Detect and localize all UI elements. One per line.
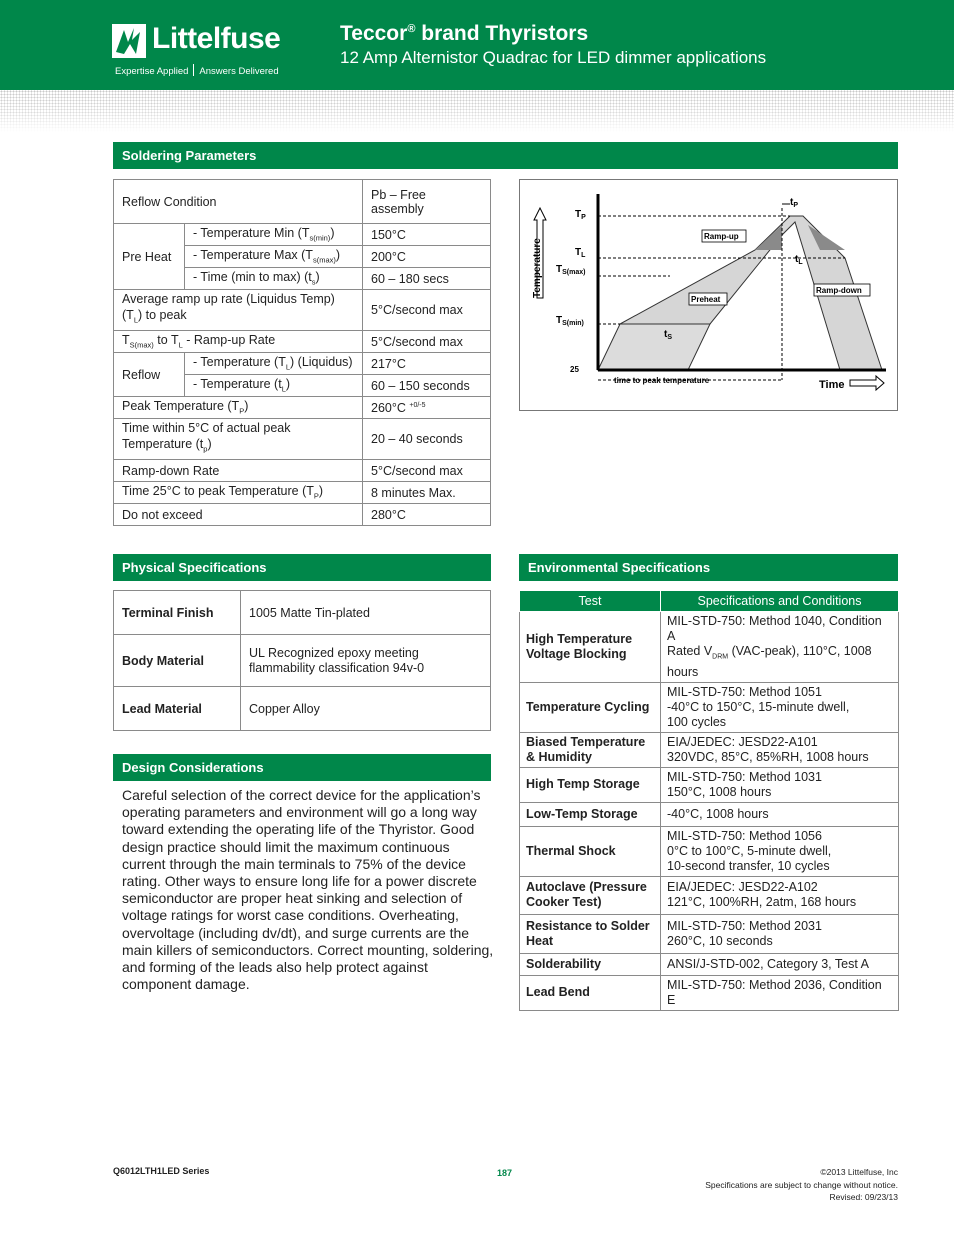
tl-label: [575, 247, 586, 259]
ts-label: Thermal Shock: [520, 826, 661, 876]
temp-max-text: - Temperature Max (T: [193, 248, 313, 263]
terminal-finish-value: 1005 Matte Tin-plated: [241, 591, 491, 635]
table-row: [114, 224, 491, 246]
not-exceed-label: Do not exceed: [114, 504, 363, 526]
htb-b: (VAC-peak), 110°C, 1008 hours: [667, 644, 872, 679]
tl-text: T: [575, 247, 582, 258]
hts-line2: 150°C, 1008 hours: [667, 784, 772, 799]
temp-min-sub: s(min): [309, 233, 331, 243]
reflow-time-sub: L: [281, 384, 286, 394]
temp-max-value: 200°C: [363, 246, 491, 268]
design-paragraph: Careful selection of the correct device for the application’s operating parameters and environment will go a long way toward extending the operating life of the Thyristor. Good design practice should limit the maximum continuous current through the main terminals to 75% of the device rating. Other ways to ensure long life for a power discrete semiconductor are proper heat sinking and selection of voltage ratings for worst case conditions. Overheating, overvoltage (including dv/dt), and surge currents are the main killers of semiconductors. Correct mounting, soldering, and forming of the leads also help protect against component damage.: [122, 787, 494, 993]
sol-label: Solderability: [520, 953, 661, 975]
temp-min-value: 150°C: [363, 224, 491, 246]
reflow-profile-diagram: [519, 179, 898, 411]
table-row: [520, 682, 899, 732]
tsmax-text: T: [556, 264, 563, 275]
table-row: [114, 460, 491, 482]
bth-line2: 320VDC, 85°C, 85%RH, 1008 hours: [667, 749, 869, 764]
footer-notice: Specifications are subject to change without notice.: [705, 1179, 898, 1190]
bth-line1: EIA/JEDEC: JESD22-A101: [667, 734, 818, 749]
ts-line2: 0°C to 100°C, 5-minute dwell,: [667, 843, 832, 858]
table-row: [114, 331, 491, 353]
preheat-label: Pre Heat: [114, 224, 185, 290]
peak-temp-label: Peak Temperature $(T_P)$: [114, 397, 363, 419]
reflow-profile-svg: [520, 180, 896, 409]
htb-label: High Temperature Voltage Blocking: [520, 612, 661, 683]
tc-line3: 100 cycles: [667, 714, 727, 729]
environmental-heading: Environmental Specifications: [519, 554, 898, 581]
preheat-label: Preheat: [691, 295, 721, 304]
table-row: [520, 767, 899, 802]
registered-mark: ®: [407, 23, 416, 35]
littelfuse-logo-icon: [112, 24, 146, 58]
reflow-temp-label: [185, 353, 363, 375]
reflow-condition-value: Pb – Free assembly: [363, 180, 491, 224]
body-material-value: UL Recognized epoxy meeting flammability classification 94v-0: [241, 635, 491, 687]
temp-max-label: - Temperature Max $(T_{s(max)})$: [185, 246, 363, 268]
htb-sub: DRM: [712, 653, 729, 661]
body-material-label: Body Material: [114, 635, 241, 687]
bth-value: [661, 732, 899, 767]
soldering-table: [113, 179, 491, 526]
soldering-heading: Soldering Parameters: [113, 142, 898, 169]
avg-ramp-sub: L: [133, 315, 138, 325]
tagline-left: Expertise Applied: [115, 66, 189, 77]
tp-small-sub: P: [793, 202, 799, 209]
document-title: [340, 22, 588, 46]
reflow-time-a: - Temperature (t: [193, 377, 282, 392]
tsmin-label: [556, 315, 584, 327]
tc-label: Temperature Cycling: [520, 682, 661, 732]
x-axis-arrow-icon: [850, 376, 884, 390]
ts-to-tl-c: - Ramp-up Rate: [182, 333, 276, 348]
hts-value: [661, 767, 899, 802]
within-sub: p: [203, 444, 208, 454]
table-row: [114, 591, 491, 635]
hts-line1: MIL-STD-750: Method 1031: [667, 769, 822, 784]
reflow-temp-value: 217°C: [363, 353, 491, 375]
peak-val-sup: +0/-5: [409, 401, 426, 409]
tagline: [115, 64, 279, 77]
avg-ramp-label: [114, 290, 363, 331]
hts-label: High Temp Storage: [520, 767, 661, 802]
footer-page-number: 187: [497, 1168, 513, 1178]
time-minmax-text: - Time (min to max) (t: [193, 270, 312, 285]
reflow-time-label: - Temperature $(t_L)$: [185, 375, 363, 397]
tl-small-text: t: [795, 254, 799, 265]
within-peak-label: Time within 5°C of actual peak Temperature $(t_p)$: [114, 419, 363, 460]
avg-ramp-value: 5°C/second max: [363, 290, 491, 331]
lb-label: Lead Bend: [520, 975, 661, 1010]
ts-value: [661, 826, 899, 876]
ts-line3: 10-second transfer, 10 cycles: [667, 858, 830, 873]
ac-label: Autoclave (Pressure Cooker Test): [520, 876, 661, 914]
ts-small-sub: S: [667, 334, 673, 341]
tc-line1: MIL-STD-750: Method 1051: [667, 684, 822, 699]
table-row: [520, 876, 899, 914]
tp-text: T: [575, 209, 582, 220]
ramp-down-label: Ramp-down Rate: [114, 460, 363, 482]
reflow-temp-b: ) (Liquidus): [290, 355, 353, 370]
lead-material-label: Lead Material: [114, 687, 241, 731]
footer-revised: Revised: 09/23/13: [829, 1192, 898, 1202]
y-axis-label: Temperature: [532, 238, 543, 298]
ts-to-tl-value: 5°C/second max: [363, 331, 491, 353]
table-row: [114, 482, 491, 504]
table-row: [520, 732, 899, 767]
table-row: [114, 290, 491, 331]
table-row: [520, 914, 899, 953]
bth-label: Biased Temperature & Humidity: [520, 732, 661, 767]
ts-small-text: t: [664, 329, 668, 340]
avg-ramp-end: ) to peak: [137, 308, 187, 323]
table-row: [114, 687, 491, 731]
time25-label: Time 25°C to peak Temperature $(T_P)$: [114, 482, 363, 504]
within-peak-value: 20 – 40 seconds: [363, 419, 491, 460]
reflow-temp-sub: L: [285, 362, 291, 372]
reflow-temp-a: - Temperature (T: [193, 355, 286, 370]
tl-sub: L: [581, 252, 586, 259]
time-minmax-sub: s: [311, 277, 316, 287]
rsh-label: Resistance to Solder Heat: [520, 914, 661, 953]
time25-a: Time 25°C to peak Temperature (T: [122, 484, 314, 499]
table-row: [520, 975, 899, 1010]
tsmax-label: [556, 264, 585, 276]
footer-copyright: ©2013 Littelfuse, Inc: [820, 1167, 898, 1177]
dot-pattern-fade: [0, 90, 954, 132]
tagline-right: Answers Delivered: [199, 66, 279, 77]
table-row: [114, 180, 491, 224]
tp-sub: P: [581, 214, 586, 221]
rsh-value: [661, 914, 899, 953]
col-spec-header: Specifications and Conditions: [661, 591, 899, 612]
tsmin-text: T: [556, 315, 563, 326]
lb-value: MIL-STD-750: Method 2036, Condition E: [661, 975, 899, 1010]
tp-label: [575, 209, 586, 221]
brand-name: Littelfuse: [152, 22, 281, 55]
t25-label: 25: [570, 365, 579, 374]
footer-series: Q6012LTH1LED Series: [113, 1166, 210, 1176]
peak-temp-value: [363, 397, 491, 419]
peak-val: 260°C: [371, 400, 406, 415]
ts-to-tl-b: to T: [153, 333, 179, 348]
ts-to-tl-sub1: S(max): [129, 340, 154, 350]
table-row: [520, 826, 899, 876]
table-row: [114, 635, 491, 687]
time25-value: 8 minutes Max.: [363, 482, 491, 504]
document-subtitle: 12 Amp Alternistor Quadrac for LED dimmer applications: [340, 48, 767, 67]
htb-a: Rated V: [667, 644, 713, 658]
physical-heading: Physical Specifications: [113, 554, 491, 581]
title-brand: Teccor: [340, 22, 408, 45]
ts-to-tl-label: [114, 331, 363, 353]
table-row: [520, 802, 899, 826]
reflow-condition-label: Reflow Condition: [114, 180, 363, 224]
x-axis-label: Time: [819, 379, 845, 391]
table-header-row: [520, 591, 899, 612]
within-a: Time within 5°C of actual peak Temperature (t: [122, 421, 291, 452]
table-row: [520, 612, 899, 683]
temp-min-text: - Temperature Min (T: [193, 226, 310, 241]
environmental-table: [519, 590, 899, 1011]
table-row: [114, 419, 491, 460]
tl-small-sub: L: [798, 259, 803, 266]
physical-table: [113, 590, 491, 731]
sol-value: ANSI/J-STD-002, Category 3, Test A: [661, 953, 899, 975]
tsmax-sub: S(max): [562, 269, 586, 276]
time-minmax-value: 60 – 180 secs: [363, 268, 491, 290]
tl-time-label: [795, 254, 803, 266]
lts-label: Low-Temp Storage: [520, 802, 661, 826]
reflow-label: Reflow: [114, 353, 185, 397]
temp-min-label: - Temperature Min $(T_{s(min)})$: [185, 224, 363, 246]
terminal-finish-label: Terminal Finish: [114, 591, 241, 635]
peak-a: Peak Temperature (T: [122, 399, 240, 414]
ts-to-tl-a: T: [122, 333, 130, 348]
tp-time-label: [790, 197, 798, 209]
time-minmax-label: - Time (min to max) $(t_s)$: [185, 268, 363, 290]
not-exceed-value: 280°C: [363, 504, 491, 526]
title-rest: brand Thyristors: [415, 22, 589, 45]
reflow-time-value: 60 – 150 seconds: [363, 375, 491, 397]
design-heading: Design Considerations: [113, 754, 491, 781]
htb-value: [661, 612, 899, 683]
preheat-band: [598, 324, 710, 370]
ramp-down-value: 5°C/second max: [363, 460, 491, 482]
rsh-line2: 260°C, 10 seconds: [667, 933, 773, 948]
lts-value: -40°C, 1008 hours: [661, 802, 899, 826]
avg-ramp-text: Average ramp up rate (Liquidus Temp) (T: [122, 292, 335, 323]
ts-line1: MIL-STD-750: Method 1056: [667, 828, 822, 843]
ramp-up-label: Ramp-up: [704, 232, 739, 241]
ts-to-tl-sub2: L: [178, 340, 183, 350]
time25-sub: P: [313, 491, 319, 501]
rsh-line1: MIL-STD-750: Method 2031: [667, 918, 822, 933]
time-to-peak-label: time to peak temperature: [614, 376, 710, 385]
ramp-down-label: Ramp-down: [816, 286, 862, 295]
ac-line1: EIA/JEDEC: JESD22-A102: [667, 880, 818, 894]
table-row: [114, 353, 491, 375]
lead-material-value: Copper Alloy: [241, 687, 491, 731]
htb-line2: [667, 644, 892, 680]
tagline-divider: [193, 64, 194, 76]
table-row: [520, 953, 899, 975]
footer-notes: [705, 1166, 898, 1204]
table-row: [114, 504, 491, 526]
tc-line2: -40°C to 150°C, 15-minute dwell,: [667, 699, 850, 714]
temp-max-sub: s(max): [312, 255, 336, 265]
tp-small-text: t: [790, 197, 794, 208]
ac-value: [661, 876, 899, 914]
page-header: [0, 0, 954, 90]
tsmin-sub: S(min): [562, 320, 584, 327]
peak-sub: P: [239, 406, 245, 416]
table-row: [114, 397, 491, 419]
ac-line2: 121°C, 100%RH, 2atm, 168 hours: [667, 895, 857, 909]
col-test-header: Test: [520, 591, 661, 612]
htb-line1: MIL-STD-750: Method 1040, Condition A: [667, 614, 882, 643]
tc-value: [661, 682, 899, 732]
